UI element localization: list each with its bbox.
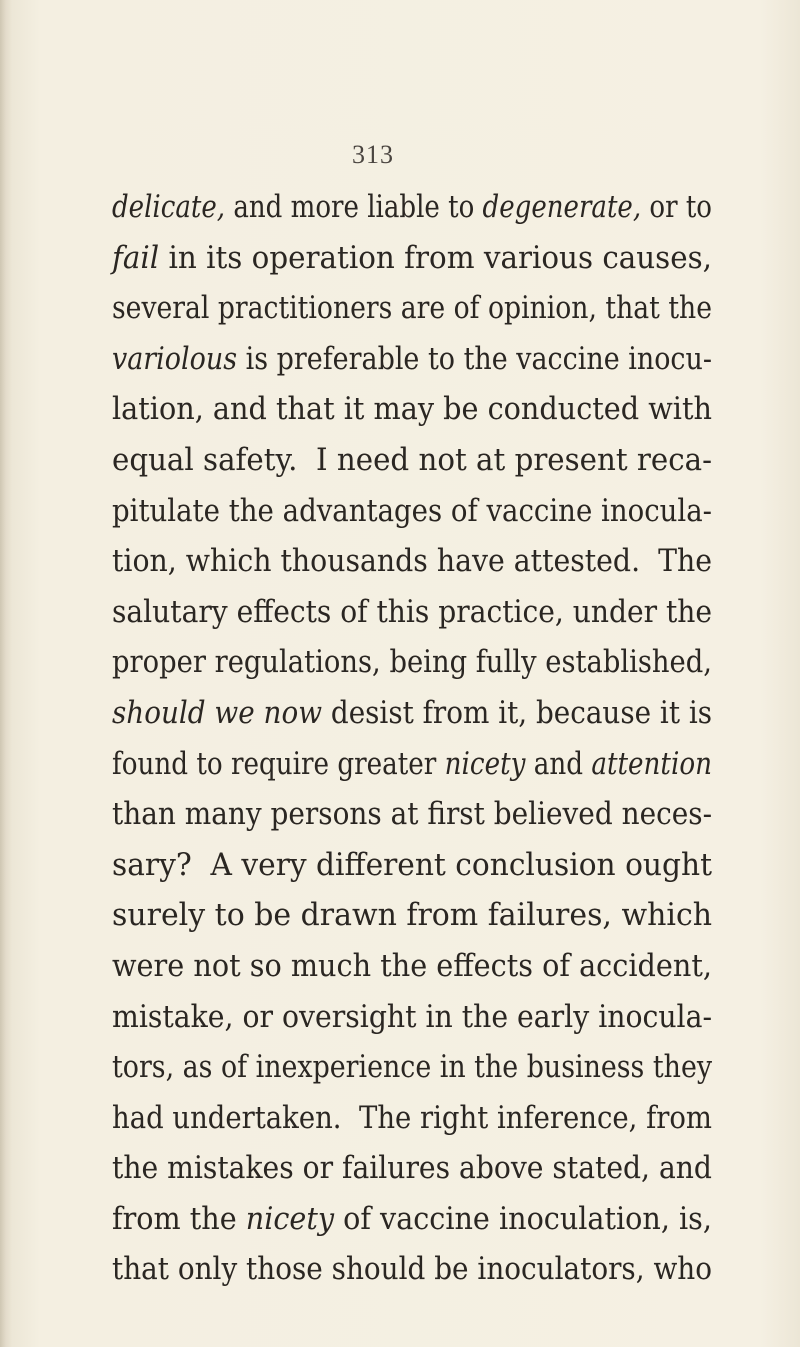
text-segment: of vaccine inoculation, is, <box>334 1201 712 1237</box>
italic-text: attention <box>591 746 712 782</box>
text-segment: mistake, or oversight in the early inocula- <box>112 999 713 1035</box>
italic-text: delicate, <box>112 190 226 225</box>
text-segment: and <box>525 746 592 782</box>
text-segment: sary? A very different conclusion ought <box>112 847 713 883</box>
italic-text: nicety <box>245 1201 335 1237</box>
text-line <box>112 841 713 892</box>
italic-text: degenerate, <box>482 190 642 225</box>
text-segment: the mistakes or failures above stated, and <box>112 1151 712 1187</box>
text-segment: surely to be drawn from failures, which <box>112 898 712 934</box>
text-line <box>112 740 712 791</box>
page-number: 313 <box>352 140 394 169</box>
text-segment: desist from it, because it is <box>322 695 713 731</box>
text-segment: had undertaken. The right inference, from <box>112 1100 712 1136</box>
text-line <box>112 1144 712 1195</box>
text-line <box>112 1245 713 1296</box>
page-binding-edge <box>0 0 12 1347</box>
text-segment: tion, which thousands have attested. The <box>112 544 713 580</box>
text-segment: and more liable to <box>225 190 483 225</box>
text-line <box>112 537 713 588</box>
text-line <box>112 942 712 993</box>
italic-text: nicety <box>444 746 526 782</box>
text-segment: lation, and that it may be conducted with <box>112 392 712 428</box>
text-line <box>112 993 713 1044</box>
text-segment: pitulate the advantages of vaccine inocula- <box>112 493 712 529</box>
text-line <box>112 284 712 335</box>
text-segment: from the <box>112 1201 246 1237</box>
text-line <box>112 234 713 285</box>
text-segment: or to <box>641 190 712 225</box>
text-segment: in its operation from various causes, <box>159 240 713 276</box>
text-line <box>112 689 713 740</box>
text-line <box>112 790 713 841</box>
text-line <box>112 891 712 942</box>
text-segment: several practitioners are of opinion, that the <box>112 291 712 327</box>
text-line <box>112 335 712 386</box>
text-line <box>112 588 713 639</box>
text-segment: tors, as of inexperience in the business they <box>112 1050 713 1086</box>
italic-text: fail <box>112 240 160 276</box>
text-line <box>112 1094 712 1145</box>
text-segment: is preferable to the vaccine inocu- <box>237 341 712 377</box>
text-line <box>112 487 712 538</box>
text-line <box>112 436 712 487</box>
text-line <box>112 385 712 436</box>
text-segment: than many persons at first believed neces- <box>112 797 713 833</box>
text-line <box>112 183 712 234</box>
text-line <box>112 1043 713 1094</box>
text-line <box>112 1195 712 1246</box>
text-line <box>112 638 712 689</box>
text-segment: equal safety. I need not at present reca- <box>112 442 712 478</box>
italic-text: variolous <box>112 341 238 377</box>
text-segment: that only those should be inoculators, who <box>112 1252 713 1288</box>
italic-text: should we now <box>112 695 323 731</box>
body-text <box>112 183 712 1296</box>
text-segment: proper regulations, being fully established, <box>112 645 712 681</box>
text-segment: salutary effects of this practice, under the <box>112 594 713 630</box>
text-segment: found to require greater <box>112 746 445 782</box>
text-segment: were not so much the effects of accident, <box>112 948 712 984</box>
